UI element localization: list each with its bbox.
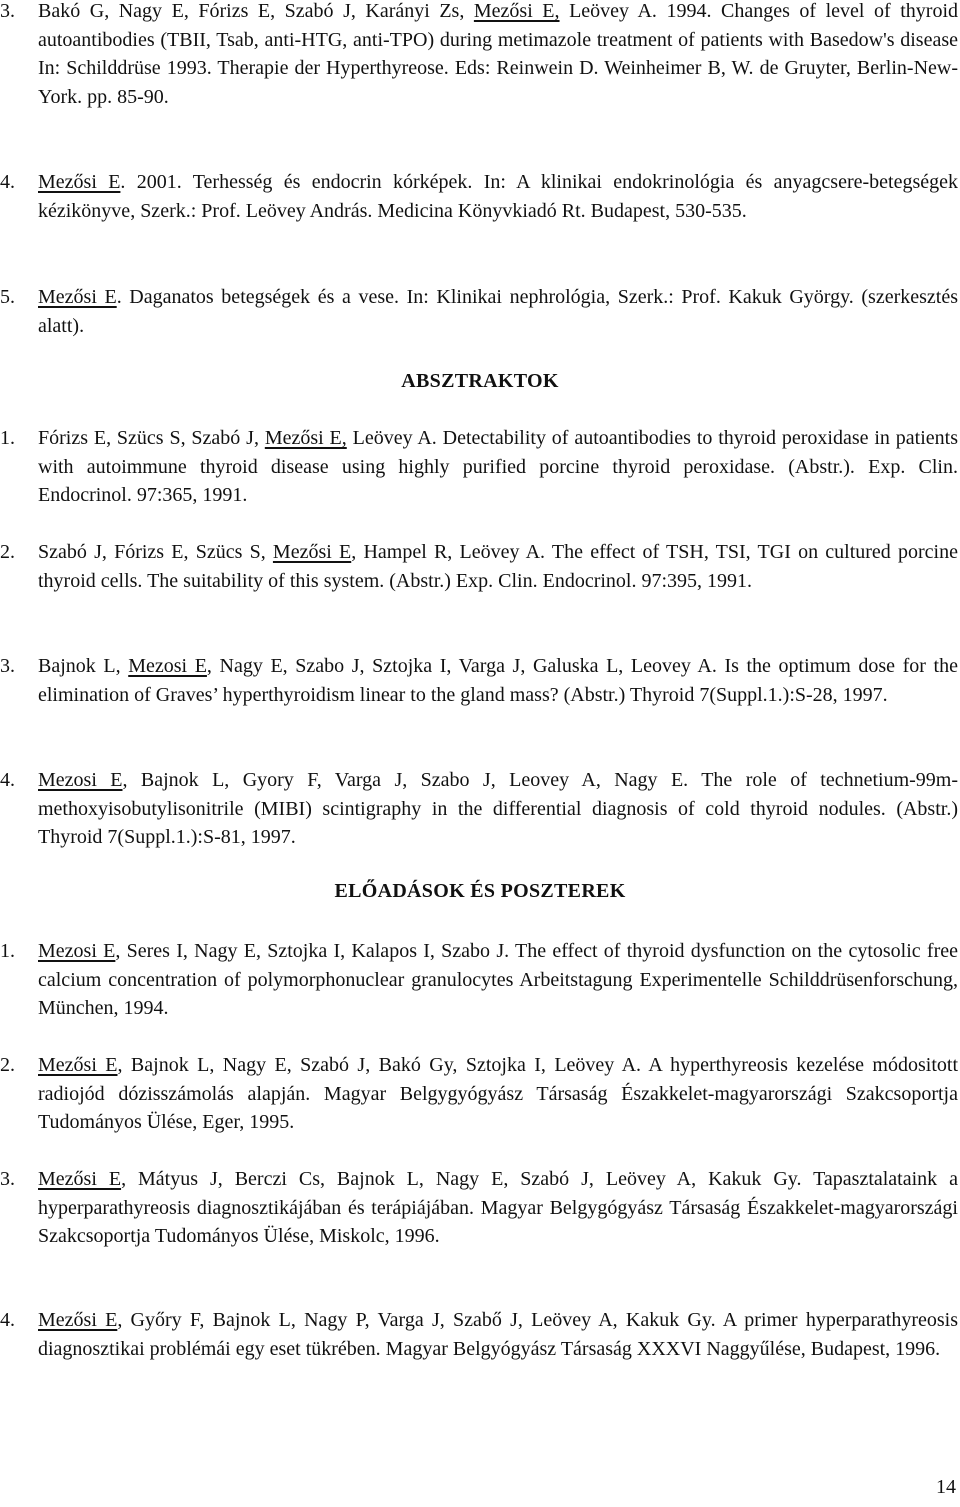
item-number: 1. bbox=[0, 940, 15, 962]
talk-text: Mezősi E, Győry F, Bajnok L, Nagy P, Varga J, Szabő J, Leövey A, Kakuk Gy. A primer hyperparathyreosis diagnosztikai problémái egy eset tükrében. Magyar Belgyógyász Társaság XXXVI Naggyűlése, Budapest, 1996. bbox=[38, 1309, 958, 1360]
author-highlight: Mezősi E, bbox=[473, 0, 560, 22]
talk-text: Mezősi E, Mátyus J, Berczi Cs, Bajnok L, Nagy E, Szabó J, Leövey A, Kakuk Gy. Tapasztalataink a hyperparathyreosis diagnosztikájában és terápiájában. Magyar Belgygógyász Társaság Északkelet-magyarországi Szakcsoportja Tudományos Ülése, Miskolc, 1996. bbox=[38, 1168, 959, 1248]
author-highlight: Mezősi E, bbox=[264, 427, 347, 449]
talk-text: Mezosi E, Seres I, Nagy E, Sztojka I, Kalapos I, Szabo J. The effect of thyroid dysfunction on the cytosolic free calcium concentration of polymorphonuclear granulocytes Arbeitstagung Experimentelle Schilddrüsenforschung, München, 1994. bbox=[38, 940, 958, 1020]
author-highlight: Mezősi E bbox=[272, 541, 352, 563]
item-number: 3. bbox=[0, 1168, 15, 1190]
author-highlight: Mezosi E bbox=[38, 769, 123, 791]
item-number: 4. bbox=[0, 769, 15, 791]
abstract-text: Szabó J, Fórizs E, Szücs S, Mezősi E, Hampel R, Leövey A. The effect of TSH, TSI, TGI on cultured porcine thyroid cells. The suitability of this system. (Abstr.) Exp. Clin. Endocrinol. 97:395, 1991. bbox=[38, 541, 958, 592]
reference-text: Mezősi E. Daganatos betegségek és a vese. In: Klinikai nephrológia, Szerk.: Prof. Kakuk György. (szerkesztés alatt). bbox=[38, 286, 959, 337]
item-number: 2. bbox=[0, 541, 15, 563]
abstract-text: Bajnok L, Mezosi E, Nagy E, Szabo J, Sztojka I, Varga J, Galuska L, Leovey A. Is the optimum dose for the elimination of Graves’ hyperthyroidism linear to the gland mass? (Abstr.) Thyroid 7(Suppl.1.):S-28, 1997. bbox=[38, 655, 958, 706]
author-highlight: Mezosi E bbox=[128, 655, 207, 677]
section-heading-abstracts: ABSZTRAKTOK bbox=[401, 370, 559, 392]
reference-text: Mezősi E. 2001. Terhesség és endocrin kórképek. In: A klinikai endokrinológia és anyagcsere-betegségek kézikönyve, Szerk.: Prof. Leövey András. Medicina Könyvkiadó Rt. Budapest, 530-535. bbox=[38, 171, 959, 222]
author-highlight: Mezosi E bbox=[38, 940, 116, 962]
item-number: 1. bbox=[0, 427, 15, 449]
author-highlight: Mezősi E bbox=[38, 1309, 118, 1331]
author-highlight: Mezősi E bbox=[38, 1054, 118, 1076]
author-highlight: Mezősi E bbox=[38, 1168, 122, 1190]
section-heading-talks: ELŐADÁSOK ÉS POSZTEREK bbox=[334, 880, 626, 902]
item-number: 2. bbox=[0, 1054, 15, 1076]
author-highlight: Mezősi E bbox=[38, 286, 117, 308]
item-number: 4. bbox=[0, 171, 15, 193]
item-number: 5. bbox=[0, 286, 15, 308]
talk-text: Mezősi E, Bajnok L, Nagy E, Szabó J, Bakó Gy, Sztojka I, Leövey A. A hyperthyreosis kezelése módositott radiojód dózisszámolás alapján. Magyar Belgygyógyász Társaság Északkelet-magyarországi Szakcsoportja Tudományos Ülése, Eger, 1995. bbox=[38, 1054, 958, 1134]
abstract-text: Mezosi E, Bajnok L, Gyory F, Varga J, Szabo J, Leovey A, Nagy E. The role of technetium-99m-methoxyisobutylisonitrile (MIBI) scintigraphy in the differential diagnosis of cold thyroid nodules. (Abstr.) Thyroid 7(Suppl.1.):S-81, 1997. bbox=[38, 769, 959, 849]
abstract-text: Fórizs E, Szücs S, Szabó J, Mezősi E, Leövey A. Detectability of autoantibodies to thyroid peroxidase in patients with autoimmune thyroid disease using highly purified porcine thyroid peroxidase. (Abstr.). Exp. Clin. Endocrinol. 97:365, 1991. bbox=[38, 427, 958, 507]
page-number: 14 bbox=[936, 1476, 956, 1498]
author-highlight: Mezősi E bbox=[38, 171, 121, 193]
reference-text: Bakó G, Nagy E, Fórizs E, Szabó J, Karányi Zs, Mezősi E, Leövey A. 1994. Changes of level of thyroid autoantibodies (TBII, Tsab, anti-HTG, anti-TPO) during metimazole treatment of patients with Basedow's disease In: Schilddrüse 1993. Therapie der Hyperthyreose. Eds: Reinwein D. Weinheimer B, W. de Gruyter, Berlin-New-York. pp. 85-90. bbox=[38, 0, 958, 108]
item-number: 4. bbox=[0, 1309, 15, 1331]
item-number: 3. bbox=[0, 655, 15, 677]
item-number: 3. bbox=[0, 0, 15, 22]
